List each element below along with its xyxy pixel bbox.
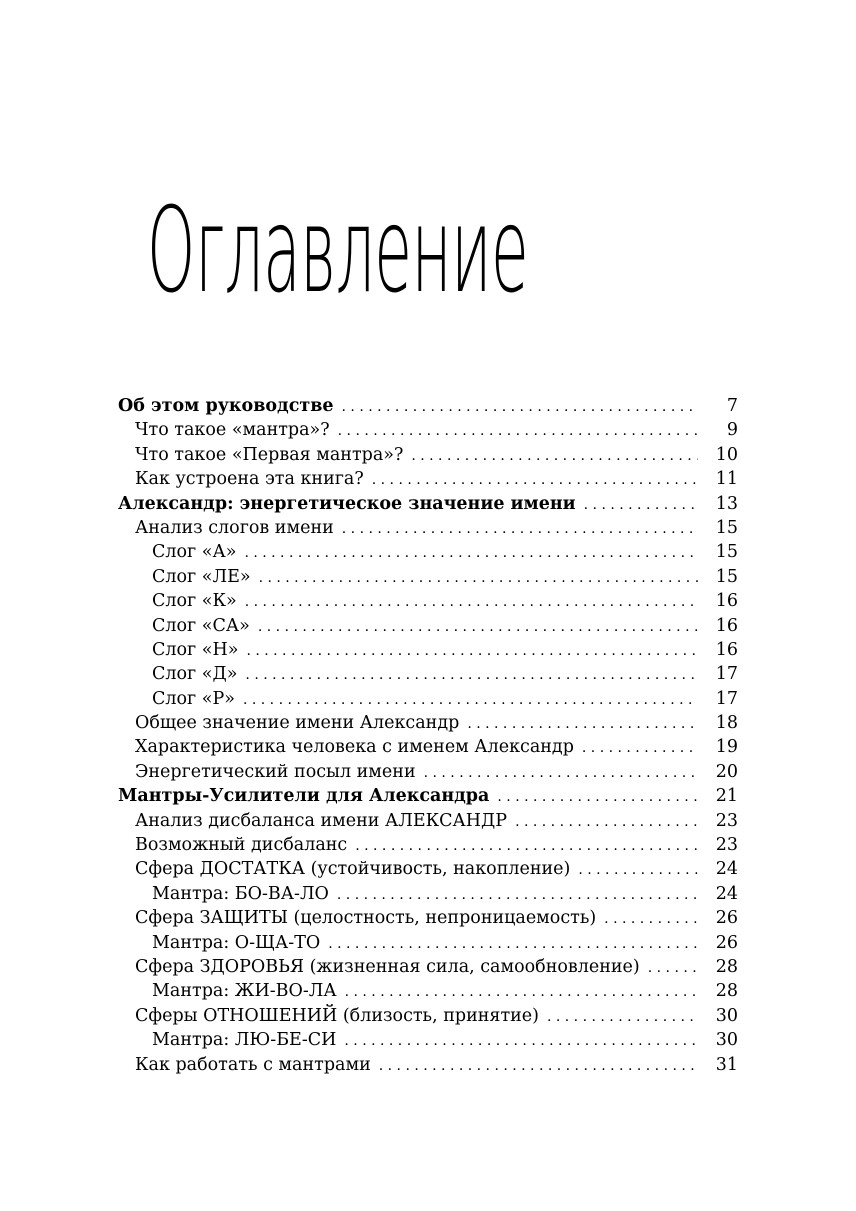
toc-page-number: 11 — [715, 469, 738, 490]
toc-entry-title: Об этом руководстве — [118, 396, 334, 416]
toc-entry[interactable] — [118, 589, 738, 613]
toc-entry[interactable] — [118, 1004, 738, 1028]
dot-leader — [342, 517, 698, 541]
toc-entry-title: Возможный дисбаланс — [135, 835, 348, 856]
toc-page-number: 31 — [715, 1054, 738, 1075]
dot-leader — [243, 688, 698, 712]
toc-page-number: 23 — [715, 810, 738, 831]
toc-entry-title: Что такое «Первая мантра»? — [135, 444, 404, 465]
dot-leader — [379, 1054, 698, 1078]
toc-entry-title: Слог «Р» — [152, 688, 235, 709]
toc-entry[interactable] — [118, 857, 738, 881]
toc-entry[interactable] — [118, 614, 738, 638]
dot-leader — [355, 834, 698, 858]
table-of-contents — [118, 394, 738, 1077]
toc-entry-title: Анализ дисбаланса имени АЛЕКСАНДР — [135, 810, 508, 831]
toc-entry-title: Мантра: ЛЮ-БЕ-СИ — [152, 1030, 337, 1051]
toc-entry[interactable] — [118, 1028, 738, 1052]
toc-page-number: 15 — [715, 566, 738, 587]
toc-entry-title: Энергетический посыл имени — [135, 761, 416, 782]
toc-entry[interactable] — [118, 418, 738, 442]
dot-leader — [337, 883, 698, 907]
toc-page-number: 16 — [715, 639, 738, 660]
dot-leader — [246, 639, 698, 663]
toc-entry-title: Как работать с мантрами — [135, 1054, 371, 1075]
toc-entry-title: Мантра: ЖИ-ВО-ЛА — [152, 981, 337, 1002]
toc-entry-title: Мантра: БО-ВА-ЛО — [152, 883, 329, 904]
toc-page-number: 20 — [715, 761, 738, 782]
toc-page-number: 10 — [715, 444, 738, 465]
toc-entry-title: Слог «Д» — [152, 664, 238, 685]
toc-page-number: 21 — [715, 786, 738, 807]
dot-leader — [604, 907, 698, 931]
toc-entry[interactable] — [118, 467, 738, 491]
dot-leader — [338, 419, 698, 443]
toc-entry[interactable] — [118, 809, 738, 833]
dot-leader — [424, 761, 698, 785]
dot-leader — [244, 541, 698, 565]
dot-leader — [584, 493, 698, 517]
toc-page-number: 26 — [715, 908, 738, 929]
toc-entry[interactable] — [118, 760, 738, 784]
toc-page-number: 17 — [715, 688, 738, 709]
toc-entry[interactable] — [118, 565, 738, 589]
dot-leader — [344, 1029, 698, 1053]
toc-entry-title: Слог «ЛЕ» — [152, 566, 251, 587]
toc-entry[interactable] — [118, 931, 738, 955]
toc-entry[interactable] — [118, 638, 738, 662]
toc-entry-title: Слог «К» — [152, 591, 237, 612]
dot-leader — [328, 932, 698, 956]
dot-leader — [245, 663, 698, 687]
toc-entry[interactable] — [118, 1053, 738, 1077]
toc-entry[interactable] — [118, 516, 738, 540]
dot-leader — [515, 810, 698, 834]
page-title: Оглавление — [147, 181, 529, 320]
toc-page-number: 30 — [715, 1005, 738, 1026]
toc-entry[interactable] — [118, 784, 738, 808]
dot-leader — [372, 468, 698, 492]
toc-page-number: 15 — [715, 542, 738, 563]
toc-entry[interactable] — [118, 979, 738, 1003]
dot-leader — [582, 736, 698, 760]
dot-leader — [467, 712, 698, 736]
toc-entry[interactable] — [118, 394, 738, 418]
toc-page-number: 18 — [715, 713, 738, 734]
toc-page-number: 16 — [715, 591, 738, 612]
toc-entry-title: Анализ слогов имени — [135, 517, 334, 538]
toc-entry-title: Сфера ДОСТАТКА (устойчивость, накопление) — [135, 859, 571, 880]
toc-entry[interactable] — [118, 443, 738, 467]
toc-entry[interactable] — [118, 662, 738, 686]
toc-entry-title: Слог «Н» — [152, 639, 239, 660]
toc-entry-title: Общее значение имени Александр — [135, 713, 460, 734]
toc-entry-title: Сфера ЗДОРОВЬЯ (жизненная сила, самообновление) — [135, 956, 640, 977]
toc-page-number: 30 — [715, 1030, 738, 1051]
toc-entry-title: Сфера ЗАЩИТЫ (целостность, непроницаемость) — [135, 908, 597, 929]
toc-entry-title: Мантры-Усилители для Александра — [118, 786, 490, 807]
toc-entry-title: Мантра: О-ЩА-ТО — [152, 932, 321, 953]
toc-entry-title: Сферы ОТНОШЕНИЙ (близость, принятие) — [135, 1005, 539, 1026]
toc-entry[interactable] — [118, 492, 738, 516]
toc-page-number: 24 — [715, 859, 738, 880]
toc-entry-title: Слог «СА» — [152, 615, 250, 636]
dot-leader — [648, 956, 698, 980]
toc-page-number: 28 — [715, 956, 738, 977]
toc-entry[interactable] — [118, 833, 738, 857]
toc-page-number: 23 — [715, 835, 738, 856]
toc-entry[interactable] — [118, 735, 738, 759]
dot-leader — [342, 395, 698, 419]
toc-page-number: 9 — [726, 420, 738, 441]
toc-entry-title: Слог «А» — [152, 542, 237, 563]
toc-entry-title: Что такое «мантра»? — [135, 420, 330, 441]
dot-leader — [547, 1005, 698, 1029]
toc-page-number: 15 — [715, 517, 738, 538]
toc-entry-title: Александр: энергетическое значение имени — [118, 493, 576, 514]
toc-entry[interactable] — [118, 711, 738, 735]
toc-entry[interactable] — [118, 955, 738, 979]
toc-page-number: 16 — [715, 615, 738, 636]
toc-entry[interactable] — [118, 540, 738, 564]
dot-leader — [245, 590, 698, 614]
toc-entry[interactable] — [118, 906, 738, 930]
dot-leader — [578, 858, 698, 882]
dot-leader — [411, 444, 698, 468]
toc-page-number: 13 — [715, 493, 738, 514]
toc-page-number: 7 — [726, 396, 738, 416]
toc-page-number: 24 — [715, 883, 738, 904]
dot-leader — [345, 980, 698, 1004]
toc-entry-title: Характеристика человека с именем Александр — [135, 737, 574, 758]
toc-page-number: 17 — [715, 664, 738, 685]
dot-leader — [259, 566, 698, 590]
dot-leader — [497, 785, 698, 809]
toc-entry[interactable] — [118, 687, 738, 711]
dot-leader — [258, 615, 698, 639]
toc-page-number: 28 — [715, 981, 738, 1002]
toc-page-number: 26 — [715, 932, 738, 953]
toc-entry-title: Как устроена эта книга? — [135, 469, 364, 490]
toc-page-number: 19 — [715, 737, 738, 758]
toc-entry[interactable] — [118, 882, 738, 906]
